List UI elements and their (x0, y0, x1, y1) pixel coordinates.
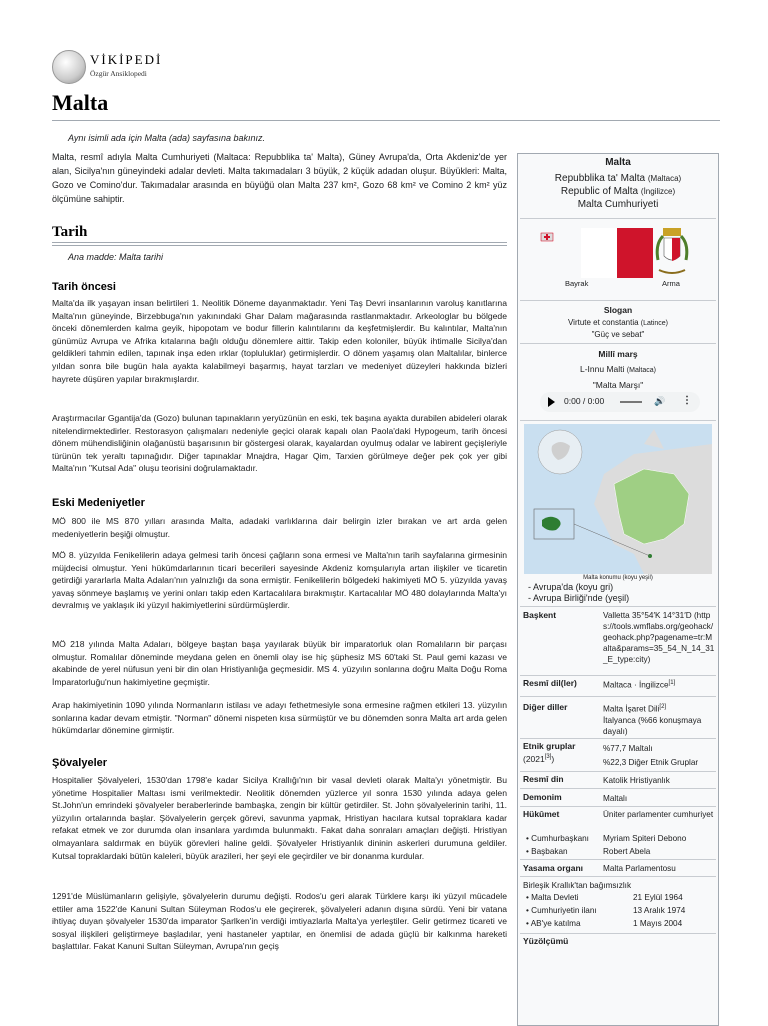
paragraph: MÖ 8. yüzyılda Fenikelilerin adaya gelmesi tarih öncesi çağların sona ermesi ve Malta'nın tarih sayfalarına girmesinin müjdecisi olmuştur. Yeni hükümdarlarının ticari becerileri sayesinde Akdeniz komşularıyla artan ilişkiler ve ticaretin getirdiği yararlarla Malta Adaları'nın yalnızlığı da sona ermiştir. Fenikelilerin bölgedeki hakimiyeti MÖ 5. yüzyılda yavaş yavaş sönmeye başlamış ve yerini onları takip eden Kartacalılara bırakmıştır. Kartacalılar MÖ 480 dolaylarında Malta'yı devralmış ve yaklaşık iki yüzyıl hakimiyetlerini sürdürmüşlerdir. (52, 550, 507, 611)
legend-eu: - Avrupa Birliği'nde (yeşil) (528, 593, 630, 603)
flag-white-half[interactable] (581, 228, 617, 278)
government-value[interactable]: Üniter parlamenter cumhuriyet (603, 810, 714, 819)
ref-link[interactable]: [2] (659, 704, 667, 710)
infobox-divider (520, 738, 716, 739)
subsection-heading-sovalyeler: Şövalyeler (52, 757, 108, 769)
infobox-official-names (518, 172, 718, 211)
infobox-divider (520, 675, 716, 676)
infobox-title: Malta (605, 157, 631, 168)
lang-label: (Maltaca) (647, 174, 682, 183)
brand-tagline: Özgür Ansiklopedi (90, 69, 147, 78)
flag-red-half[interactable] (617, 228, 653, 278)
infobox-divider (520, 300, 716, 301)
president-value[interactable]: Myriam Spiteri Debono (603, 834, 687, 843)
capital-label: Başkent (523, 610, 557, 620)
infobox-divider (520, 806, 716, 807)
infobox-divider (520, 606, 716, 607)
independence-item-label[interactable]: AB'ye katılma (530, 919, 581, 928)
demonym-label: Demonim (523, 792, 562, 802)
slogan-translation: "Güç ve sebat" (591, 330, 645, 339)
title-divider (52, 120, 720, 121)
official-name-maltese: Repubblika ta' Malta (554, 173, 646, 184)
paragraph: MÖ 800 ile MS 870 yılları arasında Malta, adadaki varlıklarına dair belirgin izler bırakan ve art arda gelen medeniyetlerin beşiği olmuştur. (52, 516, 507, 539)
official-name-english: Republic of Malta (560, 186, 639, 197)
independence-heading: Birleşik Krallık'tan bağımsızlık (523, 881, 632, 890)
president-label-text[interactable]: Cumhurbaşkanı (531, 834, 589, 843)
lang-label: (İngilizce) (640, 187, 676, 196)
independence-item: • Cumhuriyetin ilanı (526, 906, 597, 915)
paragraph: Hospitalier Şövalyeleri, 1530'dan 1798'e kadar Sicilya Krallığı'nın bir vasal devleti olarak Malta'yı yönetmiştir. Bu yönetime Hospitalier Maltası ismi verilmektedir. Neolitik dönemden yüzlerce yıl sonra 1530 yılında adaya gelen St.John'un emrindeki şövalyeler beraberlerinde bambaşka, zengin bir kültür getirdiler. St. John şövalyelerinin tarihi, 11. yüzyılın ortalarında başlar. Şövalyelerin gerçek görevi, savunma yapmak, Hristiyan hacılara kutsal topraklara kadar refakat etmek ve zor durumda olan insanlara yardımda bulunmaktı. Fakat daha sonraları amaçları değişti. Hristiyan olmayanlara saldırmak en büyük görevleri haline geldi. Şövalyeler Hristiyanlık dininin askerleri durumuna geldiler. Kutsal topraklardaki bütün kaleleri, büyük arazileri, her şeyi ele geçirdiler ve bir donanma kurdular. (52, 775, 507, 861)
legislature-value[interactable]: Malta Parlamentosu (603, 864, 676, 873)
section-divider (52, 245, 507, 246)
other-languages-value (603, 702, 715, 737)
flag-label[interactable]: Bayrak (565, 279, 589, 288)
infobox-divider (520, 876, 716, 877)
official-language-value[interactable] (603, 678, 715, 691)
anthem (518, 362, 718, 392)
lang-label: (Latince) (640, 320, 669, 327)
lang-label: (Maltaca) (626, 367, 656, 374)
page-title: Malta (52, 90, 109, 115)
sign-language-link[interactable]: Malta İşaret Dili (603, 704, 660, 714)
anthem-heading[interactable]: Millî marş (598, 349, 638, 359)
ethnic-groups-label (523, 741, 575, 765)
infobox-divider (520, 859, 716, 860)
main-article-link[interactable]: Ana madde: Malta tarihi (68, 252, 164, 262)
official-language-text[interactable]: Maltaca · İngilizce (603, 680, 669, 690)
ethnic-groups-value (603, 742, 715, 770)
paragraph: Malta'da ilk yaşayan insan belirtileri 1. Neolitik Döneme dayanmaktadır. Yeni Taş Devri insanlarının varoluş kanıtlarına Malta'nın güneyinde, Birzebbuga'nın yakınındaki Ghar Dalam mağarasında rastlanmaktadır. Arkeologlar bu bölgede önceki dönemlerden kalma geyik, hipopotam ve bodur fillerin kalıntılarını da keşfetmişlerdir. Bu kalıntılar, Malta'nın günümüz Avrupa ve Afrika kıtalarına bağlı olduğu dönemlere aittir. Takip eden koloniler, büyük ihtimalle Sicilya'dan geldikleri tahmin edilen, tapınak inşa eden ırklar (topluluklar) getirmişlerdir. O dönem yaşamış olan Maltalılar, binlerce yıldan sonra bile bugün hala ayakta kalabilmeyi başarmış, hayat tarzları ve medeniyet düzeyleri hakkında bizleri hayrete düşüren yapılar bırakmışlardır. (52, 298, 507, 384)
infobox-divider (520, 788, 716, 789)
map-caption: Malta konumu (koyu yeşil) (583, 575, 653, 581)
independence-date: 21 Eylül 1964 (633, 893, 683, 902)
coat-of-arms-icon[interactable] (655, 224, 689, 276)
slogan-text: Virtute et constantia (567, 318, 639, 327)
legend-europe: - Avrupa'da (koyu gri) (528, 582, 614, 592)
independence-item-label: Cumhuriyetin ilanı (531, 906, 597, 915)
section-heading-tarih: Tarih (52, 224, 88, 240)
ethnic-year: (2021 (523, 753, 545, 764)
official-name-turkish: Malta Cumhuriyeti (577, 199, 659, 210)
ref-link[interactable]: [3] (544, 754, 552, 760)
audio-progress-bar[interactable] (620, 401, 642, 403)
audio-player (540, 392, 700, 412)
infobox-divider (520, 218, 716, 219)
infobox-divider (520, 696, 716, 697)
paragraph: Araştırmacılar Ggantija'da (Gozo) bulunan tapınakların yeryüzünün en eski, tek başına ayakta durabilen abideleri olarak nitelendirmektedirler. Restorasyon çalışmaları nedeniyle geçici olarak kapalı olan Paola'daki Hypogeum, tarih öncesi dönem mühendisliğinin olağanüstü başarısının bir göstergesi olarak, kayalardan oyulmuş odalar ve labirent geçişleriyle türünün tek yeraltı tapınağıdır. Diğer tapınaklar Mnajdra, Hagar Qim, Tarxien görülmeye değer pek çok yer gibi Malta'nın "Kutsal Ada" oluşu teorisini doğrulamaktadır. (52, 413, 507, 474)
capital-value[interactable]: Valletta 35°54′K 14°31′D (https://tools.wmflabs.org/geohack/geohack.php?pagename=tr:Malta&params=35_54_N_14_31_E_type:city) (603, 611, 715, 664)
anthem-translation: "Malta Marşı" (592, 380, 644, 390)
official-language-label: Resmî dil(ler) (523, 678, 577, 688)
brand-name: VİKİPEDİ (90, 52, 163, 67)
location-map[interactable] (524, 424, 712, 574)
religion-label: Resmî din (523, 774, 564, 784)
prime-minister-label: • Başbakan (526, 847, 568, 856)
paragraph: MÖ 218 yılında Malta Adaları, bölgeye baştan başa yayılarak büyük bir imparatorluk olan Romalıların bir parçası olmuştur. Romalılar döneminde meydana gelen en önemli olay ise hiç şüphesiz MS 60'taki St. Paul gemi kazası ve akabinde de yerel nüfusun yeni bir din olan Hristiyanlığa geçmesidir. MS 4. yüzyılın sonlarına doğru Malta Doğu Roma İmparatorluğu'nun hakimiyetine geçmiştir. (52, 639, 507, 687)
infobox-divider (520, 933, 716, 934)
paragraph: Arap hakimiyetinin 1090 yılında Normanların istilası ve adayı fethetmesiyle sona ermesine rağmen etkileri 13. yüzyılın sonlarına kadar devam etmiştir. "Norman" dönemi nispeten kısa sürmüştür ve bu dönemden sonra Malta art arda gelen hükümdarlar dönemine girmiştir. (52, 700, 507, 736)
ref-link[interactable]: [1] (668, 680, 676, 686)
independence-date: 1 Mayıs 2004 (633, 919, 683, 928)
ethnic-year-end: ) (551, 753, 555, 764)
italian-language: İtalyanca (%66 konuşmaya dayalı) (603, 715, 702, 736)
section-divider (52, 242, 507, 243)
volume-icon[interactable]: 🔊 (654, 396, 666, 406)
infobox (517, 153, 719, 1026)
independence-item: • AB'ye katılma (526, 919, 581, 928)
slogan-heading: Slogan (603, 305, 633, 315)
demonym-value: Maltalı (603, 794, 628, 803)
play-icon[interactable] (548, 397, 555, 407)
paragraph: 1291'de Müslümanların gelişiyle, şövalyelerin durumu değişti. Rodos'u geri alarak Türklere karşı iki yüzyıl mücadele ettiler ama 1522'de Kanuni Sultan Süleyman Rodos'u ele geçirerek, şövalyeleri adanın dışına sürdü. Yeni bir vatana ihtiyaç duyan şövalyeler 1530'da imparator Şarlken'in verdiği imtiyazlarla Malta'ya yerleştiler. Gelir getirmez ticareti ve sosyal ilişkileri geliştirmeye başladılar, yeni hastaneler yaptılar, en önemlisi de adada güçlü bir kalkınma hareketi başlattılar. Fakat Kanuni Sultan Süleyman, Avrupa'nın geçiş (52, 891, 507, 952)
hatnote: Aynı isimli ada için Malta (ada) sayfasına bakınız. (68, 133, 266, 143)
globe-icon (52, 50, 86, 84)
ethnic-group-2: %22,3 Diğer Etnik Gruplar (603, 758, 699, 767)
prime-minister-label-text[interactable]: Başbakan (531, 847, 568, 856)
george-cross-icon (540, 232, 554, 242)
independence-item-label[interactable]: Malta Devleti (531, 893, 579, 902)
president-label: • Cumhurbaşkanı (526, 834, 589, 843)
intro-paragraph: Malta, resmî adıyla Malta Cumhuriyeti (Maltaca: Repubblika ta' Malta), Güney Avrupa'da, Orta Akdeniz'de yer alan, Sicilya'nın güneyindeki adalar devleti. Malta takımadaları 3 büyük, 2 küçük adadan oluşur. Büyükleri: Malta, Gozo ve Comino'dur. Takımadalar arasında en büyüğü olan Malta 237 km², Gozo 68 km² ve Comino 2 km² yüz ölçümüne sahiptir. (52, 152, 507, 204)
map-legend (528, 582, 629, 604)
ethnic-groups-title[interactable]: Etnik gruplar (523, 741, 576, 751)
subsection-heading-eski-medeniyetler: Eski Medeniyetler (52, 497, 145, 509)
independence-item: • Malta Devleti (526, 893, 579, 902)
area-label: Yüzölçümü (523, 936, 569, 946)
legislature-label: Yasama organı (523, 863, 584, 873)
prime-minister-value[interactable]: Robert Abela (603, 847, 651, 856)
slogan (518, 317, 718, 340)
ethnic-group-1: %77,7 Maltalı (603, 744, 653, 753)
coat-of-arms-label[interactable]: Arma (662, 279, 680, 288)
independence-date: 13 Aralık 1974 (633, 906, 686, 915)
religion-value[interactable]: Katolik Hristiyanlık (603, 776, 670, 785)
infobox-divider (520, 343, 716, 344)
other-languages-label: Diğer diller (523, 702, 568, 712)
subsection-heading-tarih-oncesi: Tarih öncesi (52, 281, 116, 293)
more-options-icon[interactable]: ⋮ (682, 395, 692, 406)
infobox-divider (520, 771, 716, 772)
anthem-name: L-Innu Malti (580, 364, 625, 374)
audio-time: 0:00 / 0:00 (564, 396, 605, 406)
government-label: Hükûmet (523, 809, 560, 819)
infobox-divider (520, 420, 716, 421)
